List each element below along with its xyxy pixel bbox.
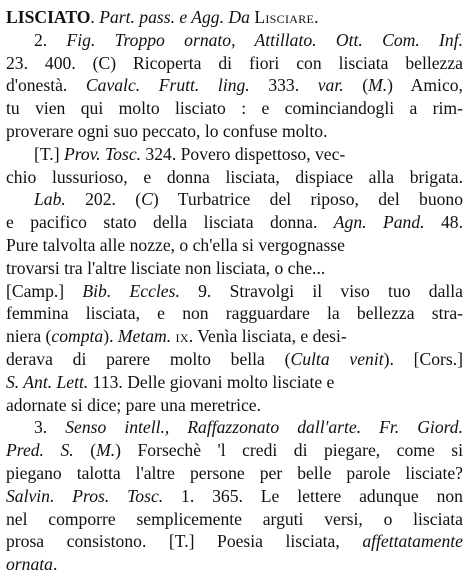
entry-line <box>6 508 463 531</box>
entry-text: ) Amico, <box>387 75 463 96</box>
italic-text: Cavalc. Frutt. ling. <box>85 75 250 96</box>
entry-text: proverare ogni suo peccato, lo confuse molto. <box>6 120 328 141</box>
entry-line <box>6 234 463 257</box>
entry-text: ( <box>73 440 97 461</box>
entry-line <box>6 485 463 508</box>
italic-text: M. <box>96 440 116 461</box>
entry-line <box>6 211 463 234</box>
entry-text: ). [Cors.] <box>383 348 463 369</box>
italic-text: Pred. S. <box>6 440 74 461</box>
small-caps-text: Lisciare <box>254 7 315 27</box>
entry-text: 1. 365. Le lettere adunque non <box>163 485 463 506</box>
entry-text: 23. 400. (C) Ricoperta di fiori con lisciata bellezza <box>6 52 463 73</box>
entry-text: chio lussurioso, e donna lisciata, dispiace alla brigata. <box>6 166 463 187</box>
italic-text: compta <box>51 326 104 347</box>
italic-text: Prov. Tosc. <box>63 143 142 164</box>
entry-text: 2. <box>34 29 67 50</box>
entry-text: [T.] <box>34 143 64 164</box>
italic-text: ornata <box>6 554 53 575</box>
entry-line <box>6 29 463 52</box>
entry-line <box>6 188 463 211</box>
entry-text: niera ( <box>6 326 52 347</box>
entry-text: 3. <box>34 417 66 438</box>
entry-text: piegano talotta l'altre persone per belle parole lisciate? <box>6 462 463 483</box>
entry-text: ) Turbatrice del riposo, del buono <box>152 189 463 210</box>
entry-text: . <box>314 7 319 27</box>
entry-line <box>6 394 463 417</box>
entry-text: adornate si dice; pare una meretrice. <box>6 394 261 415</box>
entry-line <box>6 120 463 143</box>
entry-text: trovarsi tra l'altre lisciate non lisciata, o che... <box>6 257 326 278</box>
entry-line <box>6 439 463 462</box>
entry-text: ( <box>343 75 369 96</box>
italic-text: Da <box>224 7 255 27</box>
italic-text: Part. pass. e Agg. <box>99 7 225 27</box>
entry-line <box>6 325 463 348</box>
italic-text: Fig. Troppo ornato, Attillato. Ott. Com. Inf. <box>66 29 463 50</box>
italic-text: affettatamente <box>362 531 463 552</box>
headword: LISCIATO <box>6 7 91 27</box>
entry-text: . Venìa lisciata, e desi- <box>188 326 347 347</box>
entry-text: 48. <box>424 212 463 233</box>
entry-text: 9. Stravolgi il viso tuo dalla <box>179 280 463 301</box>
entry-line <box>6 462 463 485</box>
entry-text: [Camp.] <box>6 280 83 301</box>
entry-line <box>6 257 463 280</box>
italic-text: Bib. Eccles. <box>82 280 180 301</box>
entry-text: 202. ( <box>65 189 142 210</box>
entry-text: . <box>52 554 58 575</box>
entry-line <box>6 302 463 325</box>
entry-line <box>6 97 463 120</box>
entry-text: Pure talvolta alle nozze, o ch'ella si vergognasse <box>6 234 345 255</box>
entry-text: ). <box>103 326 118 347</box>
entry-text: d'onestà. <box>6 75 86 96</box>
entry-line <box>6 371 463 394</box>
entry-line <box>6 166 463 189</box>
entry-line <box>6 52 463 75</box>
italic-text: Lab. <box>34 189 66 210</box>
entry-text: 324. Povero dispettoso, vec- <box>141 143 346 164</box>
entry-line <box>6 143 463 166</box>
entry-line <box>6 74 463 97</box>
italic-text: Agn. Pand. <box>333 212 425 233</box>
italic-text: Culta venit <box>290 348 384 369</box>
entry-line <box>6 530 463 553</box>
entry-text: e pacifico stato della lisciata donna. <box>6 212 334 233</box>
entry-text: ) Forsechè 'l credi di piegare, come si <box>115 440 463 461</box>
italic-text: var. <box>317 75 344 96</box>
entry-text: tu vien qui molto lisciato : e cominciandogli a rim- <box>6 98 463 119</box>
small-caps-text: ix <box>175 326 189 347</box>
entry-text: 333. <box>249 75 318 96</box>
entry-text: femmina lisciata, e non ragguardare la bellezza stra- <box>6 303 463 324</box>
entry-text: . <box>90 7 100 27</box>
entry-text: 113. Delle giovani molto lisciate e <box>88 371 335 392</box>
italic-text: Metam. <box>117 326 172 347</box>
italic-text: Salvin. Pros. Tosc. <box>6 485 164 506</box>
entry-text: nel comporre semplicemente arguti versi, o lisciata <box>6 508 463 529</box>
italic-text: Senso intell., Raffazzonato dall'arte. Fr. Giord. <box>65 417 463 438</box>
entry-line <box>6 280 463 303</box>
italic-text: C <box>141 189 153 210</box>
entry-line <box>6 553 463 576</box>
italic-text: S. Ant. Lett. <box>6 371 89 392</box>
entry-line <box>6 348 463 371</box>
entry-line <box>6 416 463 439</box>
entry-text: derava di parere molto bella ( <box>6 348 291 369</box>
entry-text: prosa consistono. [T.] Poesia lisciata, <box>6 531 363 552</box>
italic-text: M. <box>368 75 388 96</box>
entry-heading-line <box>6 6 463 29</box>
